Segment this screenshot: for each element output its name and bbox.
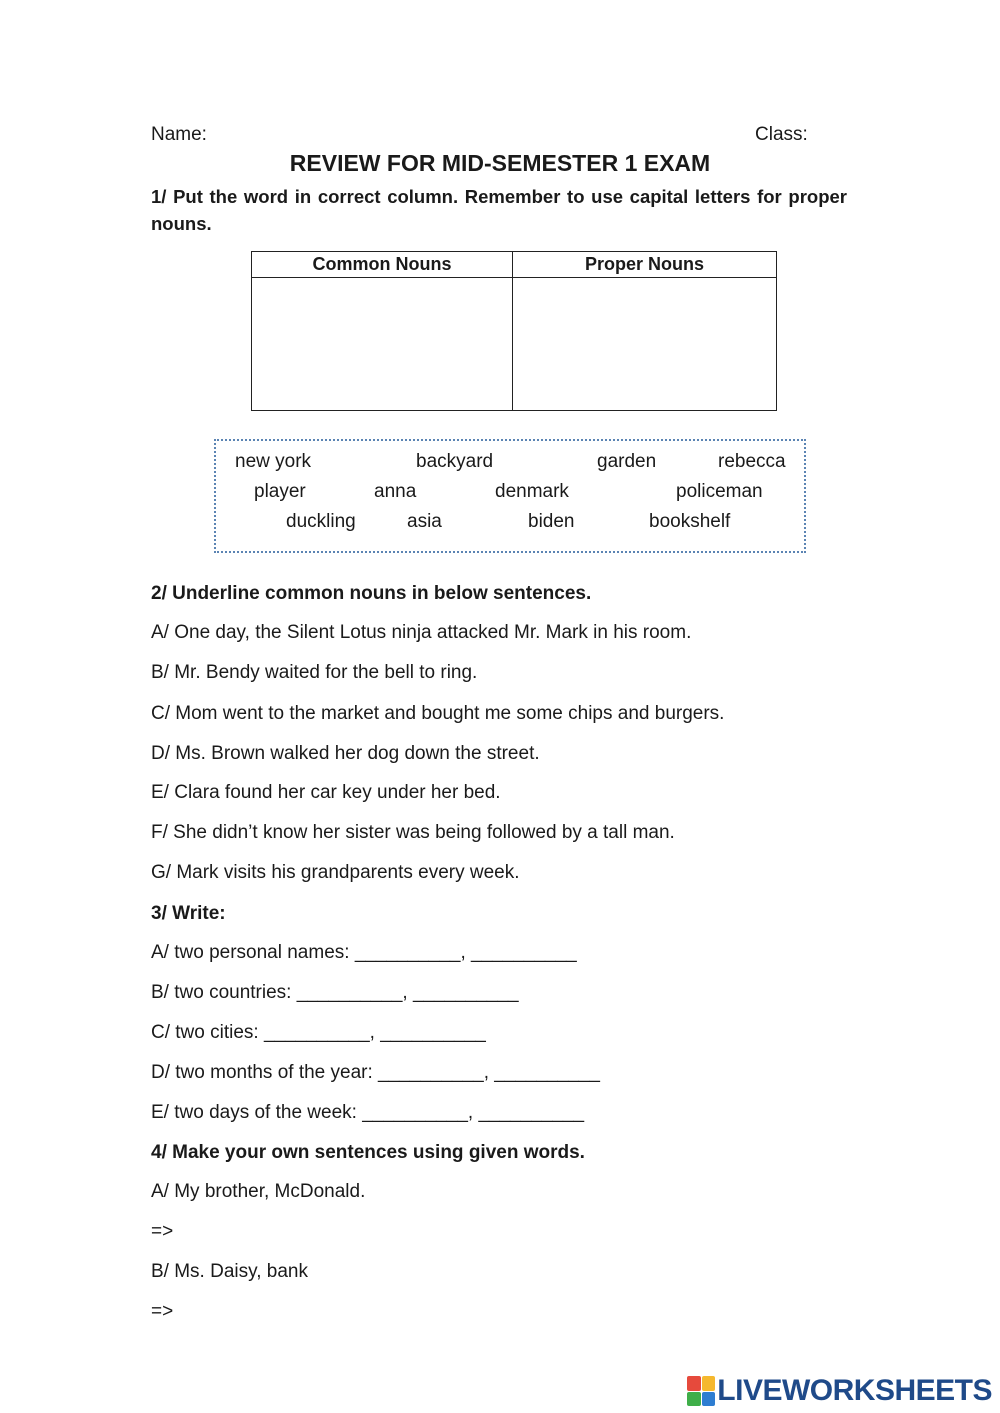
q2-heading: 2/ Underline common nouns in below sentences. — [151, 583, 592, 604]
word-biden[interactable]: biden — [528, 511, 575, 532]
q2-sentence-c[interactable]: C/ Mom went to the market and bought me some chips and burgers. — [151, 703, 725, 724]
q4-answer-marker-b[interactable]: => — [151, 1301, 174, 1322]
word-player[interactable]: player — [254, 481, 306, 502]
word-bank — [214, 439, 806, 553]
q3-item-a[interactable]: A/ two personal names: __________, __________ — [151, 942, 577, 963]
common-nouns-header: Common Nouns — [252, 252, 513, 278]
class-label: Class: — [755, 124, 808, 145]
q3-item-e[interactable]: E/ two days of the week: __________, __________ — [151, 1102, 585, 1123]
word-bookshelf[interactable]: bookshelf — [649, 511, 731, 532]
word-garden[interactable]: garden — [597, 451, 657, 472]
q3-item-d[interactable]: D/ two months of the year: __________, __________ — [151, 1062, 600, 1083]
proper-nouns-header: Proper Nouns — [513, 252, 777, 278]
word-rebecca[interactable]: rebecca — [718, 451, 786, 472]
word-anna[interactable]: anna — [374, 481, 417, 502]
name-label: Name: — [151, 124, 207, 145]
word-denmark[interactable]: denmark — [495, 481, 569, 502]
q4-prompt-b: B/ Ms. Daisy, bank — [151, 1261, 308, 1282]
liveworksheets-watermark — [687, 1374, 992, 1408]
q2-sentence-b[interactable]: B/ Mr. Bendy waited for the bell to ring. — [151, 662, 478, 683]
liveworksheets-logo-icon — [687, 1376, 715, 1406]
word-new-york[interactable]: new york — [235, 451, 312, 472]
proper-nouns-dropzone[interactable] — [513, 278, 777, 411]
q2-sentence-e[interactable]: E/ Clara found her car key under her bed. — [151, 782, 501, 803]
q4-prompt-a: A/ My brother, McDonald. — [151, 1181, 366, 1202]
page-title: REVIEW FOR MID-SEMESTER 1 EXAM — [289, 150, 711, 176]
word-asia[interactable]: asia — [407, 511, 442, 532]
q2-sentence-f[interactable]: F/ She didn’t know her sister was being followed by a tall man. — [151, 822, 675, 843]
q2-sentence-d[interactable]: D/ Ms. Brown walked her dog down the street. — [151, 743, 540, 764]
noun-sort-table — [251, 251, 777, 411]
word-backyard[interactable]: backyard — [416, 451, 494, 472]
q2-sentence-g[interactable]: G/ Mark visits his grandparents every week. — [151, 862, 520, 883]
q4-heading: 4/ Make your own sentences using given words. — [151, 1142, 585, 1163]
common-nouns-dropzone[interactable] — [252, 278, 513, 411]
watermark-text: LIVEWORKSHEETS — [717, 1374, 992, 1407]
q2-sentence-a[interactable]: A/ One day, the Silent Lotus ninja attacked Mr. Mark in his room. — [151, 622, 692, 643]
word-policeman[interactable]: policeman — [676, 481, 763, 502]
q1-instruction: 1/ Put the word in correct column. Remember to use capital letters for proper nouns. — [151, 186, 847, 234]
q3-item-c[interactable]: C/ two cities: __________, __________ — [151, 1022, 486, 1043]
word-duckling[interactable]: duckling — [286, 511, 356, 532]
q3-item-b[interactable]: B/ two countries: __________, __________ — [151, 982, 519, 1003]
q4-answer-marker-a[interactable]: => — [151, 1221, 174, 1242]
q3-heading: 3/ Write: — [151, 903, 226, 924]
